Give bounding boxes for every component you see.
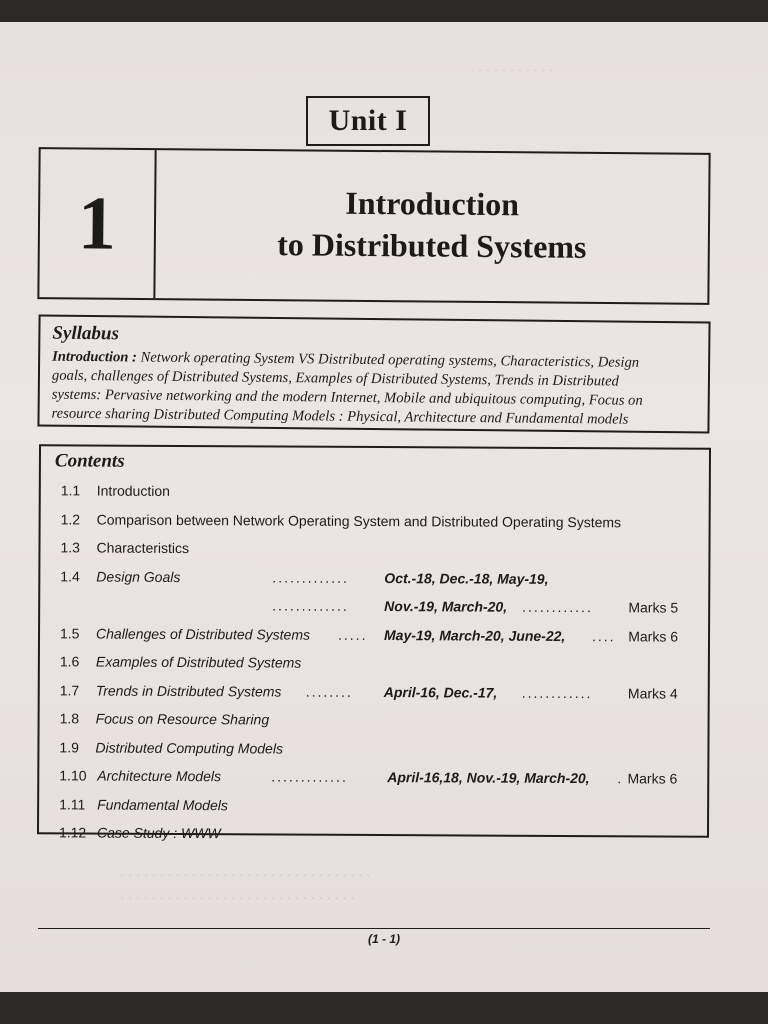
- toc-row: [41, 482, 709, 505]
- toc-leader-dots: ....: [591, 627, 616, 644]
- bleed-through-text: · · · · · · · · · · · · · · · · · · · · · · · · · · · · · ·: [120, 890, 355, 905]
- syllabus-line: resource sharing Distributed Computing Models : Physical, Architecture and Fundamental models: [51, 405, 629, 428]
- syllabus-line: systems: Pervasive networking and the modern Internet, Mobile and ubiquitous computing, Focus on: [51, 386, 643, 409]
- toc-item-title: Characteristics: [96, 539, 190, 557]
- toc-leader-dots: ............: [521, 684, 593, 701]
- toc-row: [40, 710, 708, 733]
- toc-item-number: 1.2: [60, 510, 81, 527]
- toc-item-number: 1.1: [60, 482, 81, 499]
- toc-item-number: 1.10: [59, 767, 87, 784]
- toc-item-number: 1.6: [59, 653, 80, 670]
- toc-exam-dates: Oct.-18, Dec.-18, May-19,: [384, 569, 549, 587]
- toc-row: [41, 511, 709, 534]
- syllabus-heading: Syllabus: [52, 322, 120, 345]
- syllabus-line: Network operating System VS Distributed operating systems, Characteristics, Design: [136, 349, 640, 371]
- contents-heading: Contents: [54, 450, 125, 472]
- toc-leader-dots: .............: [272, 597, 349, 614]
- toc-item-number: 1.7: [59, 681, 80, 698]
- unit-label: Unit I: [328, 104, 408, 137]
- toc-item-title: Distributed Computing Models: [95, 739, 284, 757]
- toc-item-number: 1.11: [59, 795, 86, 812]
- toc-exam-dates: May-19, March-20, June-22,: [383, 626, 566, 644]
- toc-item-title: Case Study : WWW: [96, 824, 221, 842]
- toc-row: [40, 596, 708, 619]
- toc-leader-dots: ........: [305, 683, 353, 700]
- toc-exam-dates: Nov.-19, March-20,: [384, 598, 508, 615]
- toc-row: [39, 796, 707, 819]
- bleed-through-text: · · · · · · · · · · ·: [470, 62, 554, 77]
- toc-item-number: 1.4: [60, 567, 80, 584]
- unit-label-box: [306, 96, 430, 146]
- toc-item-title: Architecture Models: [97, 767, 222, 785]
- toc-item-title: Design Goals: [96, 568, 181, 585]
- bleed-through-text: · · · · · · · · · · · · · · · · · · · · · · · · · · · · · · · ·: [120, 867, 371, 882]
- syllabus-lead: Introduction :: [52, 348, 137, 366]
- toc-marks: Marks 6: [627, 770, 678, 787]
- chapter-title-line-2: to Distributed Systems: [277, 226, 587, 265]
- toc-item-title: Focus on Resource Sharing: [95, 710, 270, 728]
- toc-item-number: 1.5: [59, 624, 80, 641]
- toc-row: [40, 625, 708, 648]
- footer-rule: [38, 928, 710, 929]
- toc-leader-dots: .............: [271, 768, 348, 785]
- page-number: (1 - 1): [367, 932, 400, 946]
- toc-item-title: Introduction: [96, 482, 170, 499]
- table-of-contents: [41, 482, 709, 842]
- toc-item-number: 1.8: [59, 710, 80, 727]
- toc-leader-dots: ............: [522, 598, 593, 616]
- syllabus-text: [51, 348, 696, 431]
- toc-marks: Marks 4: [627, 684, 678, 702]
- toc-leader-dots: .............: [272, 568, 349, 586]
- toc-row: [39, 739, 707, 762]
- toc-item-title: Comparison between Network Operating System and Distributed Operating Systems: [96, 511, 622, 530]
- toc-row: [40, 653, 708, 676]
- chapter-number: 1: [77, 180, 117, 266]
- toc-exam-dates: April-16, Dec.-17,: [383, 683, 498, 701]
- toc-item-title: Trends in Distributed Systems: [95, 682, 282, 700]
- toc-row: [40, 539, 708, 562]
- toc-leader-dots: .....: [337, 626, 368, 643]
- toc-item-number: 1.9: [59, 738, 79, 755]
- book-page: [0, 22, 768, 992]
- toc-row: [40, 682, 708, 705]
- chapter-number-cell: [39, 149, 156, 298]
- toc-item-title: Challenges of Distributed Systems: [95, 625, 311, 643]
- toc-leader-dots: .: [617, 770, 624, 787]
- toc-row: [40, 568, 708, 591]
- toc-item-title: Examples of Distributed Systems: [95, 653, 302, 671]
- chapter-title: [156, 180, 709, 269]
- chapter-header-box: [37, 147, 710, 305]
- toc-exam-dates: April-16,18, Nov.-19, March-20,: [387, 769, 590, 787]
- toc-item-title: Fundamental Models: [97, 796, 228, 813]
- syllabus-line: goals, challenges of Distributed Systems, Examples of Distributed Systems, Trends in Distributed: [51, 367, 619, 390]
- toc-row: [39, 824, 707, 847]
- toc-marks: Marks 6: [628, 627, 679, 645]
- toc-item-number: 1.3: [60, 539, 80, 556]
- syllabus-box: [37, 314, 710, 433]
- contents-box: [37, 444, 711, 842]
- chapter-title-line-1: Introduction: [345, 184, 520, 223]
- toc-marks: Marks 5: [628, 599, 679, 616]
- toc-row: [39, 767, 707, 790]
- toc-item-number: 1.12: [58, 824, 87, 841]
